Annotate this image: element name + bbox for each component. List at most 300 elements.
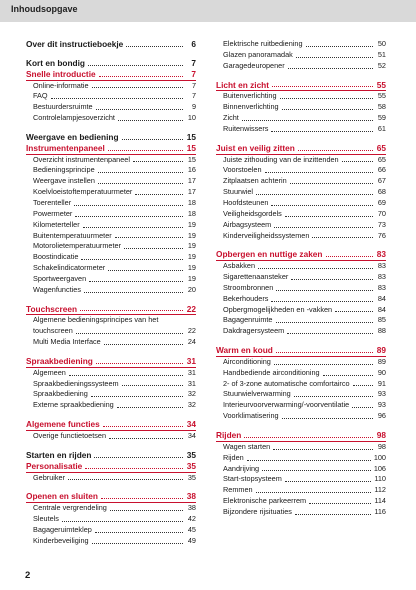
toc-entry-link[interactable] bbox=[216, 220, 386, 231]
dot-leader bbox=[88, 65, 183, 66]
toc-page-number: 19 bbox=[187, 241, 196, 251]
toc-page-number: 19 bbox=[187, 230, 196, 240]
toc-page-number: 7 bbox=[191, 91, 196, 101]
dot-leader bbox=[323, 375, 373, 376]
toc-entry-title: Airconditioning bbox=[223, 356, 271, 366]
toc-spacer bbox=[216, 422, 386, 430]
toc-entry-title: Interieurvoorverwarming/-voorventilatie bbox=[223, 400, 350, 410]
dot-leader bbox=[294, 396, 373, 397]
dot-leader bbox=[133, 161, 183, 162]
toc-spacer bbox=[216, 72, 386, 80]
dot-leader bbox=[92, 87, 183, 88]
toc-page-number: 31 bbox=[186, 355, 196, 366]
toc-page-number: 38 bbox=[187, 503, 196, 513]
toc-entry-title: 2- of 3-zone automatische comfortairco bbox=[223, 378, 350, 388]
toc-entry-title: FAQ bbox=[33, 91, 48, 101]
dot-leader bbox=[287, 333, 373, 334]
dot-leader bbox=[274, 364, 373, 365]
toc-entry-link[interactable] bbox=[216, 464, 386, 475]
dot-leader bbox=[291, 279, 373, 280]
dot-leader bbox=[122, 385, 183, 386]
toc-entry-link[interactable] bbox=[26, 252, 196, 263]
toc-entry-link[interactable] bbox=[26, 514, 196, 525]
toc-page-number: 17 bbox=[187, 176, 196, 186]
toc-page-number: 38 bbox=[186, 491, 196, 502]
dot-leader bbox=[271, 301, 373, 302]
dot-leader bbox=[75, 216, 183, 217]
toc-page-number: 55 bbox=[377, 91, 386, 101]
toc-entry-link[interactable] bbox=[216, 187, 386, 198]
dot-leader bbox=[83, 227, 183, 228]
toc-section-link[interactable] bbox=[216, 430, 386, 442]
toc-entry-link[interactable] bbox=[26, 81, 196, 92]
toc-entry-title: Gebruiker bbox=[33, 472, 66, 482]
toc-page-number: 35 bbox=[187, 472, 196, 482]
dot-leader bbox=[352, 407, 373, 408]
toc-page-number: 45 bbox=[187, 524, 196, 534]
toc-page-number: 68 bbox=[377, 187, 386, 197]
toc-entry-title: Bagagenruimte bbox=[223, 315, 273, 325]
toc-section-link[interactable] bbox=[26, 132, 196, 143]
toc-entry-link[interactable] bbox=[216, 231, 386, 242]
toc-page-number: 58 bbox=[377, 102, 386, 112]
toc-section-link[interactable] bbox=[216, 249, 386, 261]
toc-entry-link[interactable] bbox=[26, 165, 196, 176]
toc-page-number: 31 bbox=[187, 378, 196, 388]
toc-entry-link[interactable] bbox=[26, 176, 196, 187]
toc-page-number: 59 bbox=[377, 113, 386, 123]
dot-leader bbox=[117, 407, 183, 408]
toc-spacer bbox=[216, 241, 386, 249]
toc-page-number: 35 bbox=[186, 460, 196, 471]
dot-leader bbox=[273, 449, 373, 450]
toc-entry-title: Online-informatie bbox=[33, 80, 89, 90]
toc-page-number: 15 bbox=[186, 131, 196, 142]
toc-section-link[interactable] bbox=[216, 143, 386, 155]
toc-entry-link[interactable] bbox=[216, 102, 386, 113]
toc-page-number: 83 bbox=[377, 282, 386, 292]
dot-leader bbox=[108, 270, 183, 271]
toc-page-number: 93 bbox=[377, 389, 386, 399]
toc-page-number: 83 bbox=[377, 272, 386, 282]
toc-page-number: 16 bbox=[187, 165, 196, 175]
toc-left-column bbox=[26, 39, 196, 547]
toc-entry-link[interactable] bbox=[26, 400, 196, 411]
toc-page-number: 65 bbox=[376, 142, 386, 153]
toc-entry-link[interactable] bbox=[26, 473, 196, 484]
toc-entry-link[interactable] bbox=[216, 453, 386, 464]
toc-entry-link[interactable] bbox=[216, 357, 386, 368]
toc-entry-title: Starten en rijden bbox=[26, 449, 92, 460]
toc-entry-title: Koelvloeistoftemperatuurmeter bbox=[33, 187, 133, 197]
toc-page-number: 32 bbox=[187, 400, 196, 410]
dot-leader bbox=[306, 46, 374, 47]
toc-page-number: 70 bbox=[377, 208, 386, 218]
toc-entry-title: Bekerhouders bbox=[223, 293, 269, 303]
toc-section-link[interactable] bbox=[26, 143, 196, 155]
toc-entry-title: Glazen panoramadak bbox=[223, 49, 293, 59]
toc-entry-title: Kinderveiligheidssystemen bbox=[223, 230, 310, 240]
toc-section-link[interactable] bbox=[26, 356, 196, 368]
toc-entry-title: Powermeter bbox=[33, 208, 73, 218]
toc-entry-link[interactable] bbox=[26, 209, 196, 220]
dot-leader bbox=[108, 150, 183, 151]
dot-leader bbox=[92, 543, 183, 544]
toc-entry-title: Algemene functies bbox=[26, 419, 100, 430]
toc-page-number: 88 bbox=[377, 326, 386, 336]
toc-page-number: 65 bbox=[377, 154, 386, 164]
toc-entry-link[interactable] bbox=[26, 113, 196, 124]
toc-page-number: 18 bbox=[187, 208, 196, 218]
toc-entry-link[interactable] bbox=[216, 61, 386, 72]
dot-leader bbox=[342, 161, 373, 162]
dot-leader bbox=[290, 183, 373, 184]
toc-entry-link[interactable] bbox=[216, 272, 386, 283]
toc-page-number: 55 bbox=[376, 79, 386, 90]
toc-entry-link[interactable] bbox=[216, 379, 386, 390]
toc-entry-title: Instrumentenpaneel bbox=[26, 142, 105, 153]
toc-entry-title: Multi Media Interface bbox=[33, 337, 101, 347]
toc-page-number: 110 bbox=[374, 474, 386, 484]
toc-entry-title: Overzicht instrumentenpaneel bbox=[33, 154, 130, 164]
toc-entry-link[interactable] bbox=[26, 431, 196, 442]
toc-page-number: 24 bbox=[187, 337, 196, 347]
toc-entry-title: Start-stopsysteem bbox=[223, 474, 282, 484]
toc-section-link[interactable] bbox=[26, 69, 196, 81]
toc-entry-link[interactable] bbox=[26, 155, 196, 166]
toc-entry-link[interactable] bbox=[26, 368, 196, 379]
toc-entry-title: Stroombronnen bbox=[223, 282, 274, 292]
toc-section-link[interactable] bbox=[26, 304, 196, 316]
dot-leader bbox=[69, 375, 183, 376]
page-header bbox=[0, 0, 416, 22]
toc-entry-title: Ruitenwissers bbox=[223, 123, 269, 133]
toc-entry-title: Juist en veilig zitten bbox=[216, 142, 295, 153]
dot-leader bbox=[96, 109, 183, 110]
toc-entry-title: Remmen bbox=[223, 485, 253, 495]
toc-entry-title: Handbediende airconditioning bbox=[223, 367, 320, 377]
toc-page-number: 18 bbox=[187, 197, 196, 207]
toc-page-number: 19 bbox=[187, 263, 196, 273]
toc-entry-title: Spraakbedieningssysteem bbox=[33, 378, 119, 388]
dot-leader bbox=[85, 468, 183, 469]
toc-page-number: 49 bbox=[187, 535, 196, 545]
dot-leader bbox=[126, 46, 183, 47]
toc-entry-title: Asbakken bbox=[223, 261, 256, 271]
toc-entry-link[interactable] bbox=[26, 241, 196, 252]
toc-entry-link[interactable] bbox=[26, 525, 196, 536]
toc-entry-title: Centrale vergrendeling bbox=[33, 503, 107, 513]
toc-page-number: 34 bbox=[186, 419, 196, 430]
toc-entry-title: Stuurwiel bbox=[223, 187, 254, 197]
toc-entry-link[interactable] bbox=[216, 176, 386, 187]
dot-leader bbox=[271, 131, 373, 132]
toc-entry-title: Buitenverlichting bbox=[223, 91, 277, 101]
toc-entry-link[interactable] bbox=[216, 124, 386, 135]
toc-entry-link[interactable] bbox=[26, 379, 196, 390]
dot-leader bbox=[242, 120, 373, 121]
toc-entry-title: Over dit instructieboekje bbox=[26, 39, 124, 49]
toc-entry-title: Weergave instellen bbox=[33, 176, 95, 186]
toc-entry-link[interactable] bbox=[216, 113, 386, 124]
toc-entry-link[interactable] bbox=[216, 198, 386, 209]
toc-entry-link[interactable] bbox=[216, 91, 386, 102]
toc-entry-title: Buitentemperatuurmeter bbox=[33, 230, 112, 240]
toc-section-link[interactable] bbox=[216, 80, 386, 92]
toc-page-number: 22 bbox=[186, 303, 196, 314]
toc-page-number: 116 bbox=[374, 506, 386, 516]
toc-spacer bbox=[26, 411, 196, 419]
toc-entry-link[interactable] bbox=[26, 536, 196, 547]
toc-page-number: 89 bbox=[377, 356, 386, 366]
toc-entry-title: Rijden bbox=[216, 430, 242, 440]
toc-entry-title: Motorolietemperatuurmeter bbox=[33, 241, 122, 251]
dot-leader bbox=[95, 532, 183, 533]
toc-page-number: 106 bbox=[373, 463, 386, 473]
dot-leader bbox=[326, 256, 374, 257]
dot-leader bbox=[262, 470, 371, 471]
toc-entry-title: Zicht bbox=[223, 113, 239, 123]
toc-entry-link[interactable] bbox=[216, 294, 386, 305]
toc-entry-link[interactable] bbox=[216, 283, 386, 294]
toc-page-number: 32 bbox=[187, 389, 196, 399]
dot-leader bbox=[285, 481, 372, 482]
toc-page-number: 42 bbox=[187, 514, 196, 524]
toc-section-link[interactable] bbox=[26, 58, 196, 69]
toc-section-link[interactable] bbox=[26, 419, 196, 431]
toc-section-link[interactable] bbox=[26, 39, 196, 50]
dot-leader bbox=[96, 363, 183, 364]
toc-spacer bbox=[26, 483, 196, 491]
toc-entry-title: Openen en sluiten bbox=[26, 491, 98, 502]
toc-entry-title: Algemene bedieningsprincipes van het bbox=[33, 315, 159, 325]
toc-entry-link[interactable] bbox=[216, 442, 386, 453]
toc-entry-link[interactable] bbox=[216, 507, 386, 518]
toc-page-number: 9 bbox=[191, 102, 196, 112]
dot-leader bbox=[280, 98, 373, 99]
dot-leader bbox=[244, 437, 373, 438]
toc-page-number: 100 bbox=[373, 452, 386, 462]
toc-spacer bbox=[216, 135, 386, 143]
toc-page-number: 89 bbox=[376, 345, 386, 356]
dot-leader bbox=[103, 426, 183, 427]
toc-page-number: 90 bbox=[377, 367, 386, 377]
toc-entry-title: touchscreen bbox=[33, 326, 73, 336]
toc-entry-link[interactable] bbox=[26, 274, 196, 285]
toc-page-number: 73 bbox=[377, 219, 386, 229]
toc-entry-title: Elektronische parkeerrem bbox=[223, 496, 307, 506]
toc-entry-link[interactable] bbox=[26, 337, 196, 348]
toc-entry-title: Juiste zithouding van de inzittenden bbox=[223, 154, 339, 164]
dot-leader bbox=[81, 259, 183, 260]
toc-entry-link[interactable] bbox=[26, 91, 196, 102]
toc-entry-title: Sportweergaven bbox=[33, 273, 87, 283]
toc-entry-title: Sleutels bbox=[33, 514, 59, 524]
toc-spacer bbox=[26, 348, 196, 356]
toc-entry-link[interactable] bbox=[26, 503, 196, 514]
toc-entry-link[interactable] bbox=[26, 102, 196, 113]
toc-page-number: 84 bbox=[377, 304, 386, 314]
toc-entry-title: Hoofdsteunen bbox=[223, 197, 269, 207]
toc-entry-title: Externe spraakbediening bbox=[33, 400, 114, 410]
toc-entry-link[interactable] bbox=[216, 155, 386, 166]
page-number: 2 bbox=[25, 570, 31, 581]
toc-page-number: 61 bbox=[377, 123, 386, 133]
toc-page-number: 98 bbox=[376, 430, 386, 440]
toc-page-number: 17 bbox=[187, 187, 196, 197]
toc-entry-link[interactable] bbox=[216, 485, 386, 496]
toc-section-link[interactable] bbox=[26, 450, 196, 461]
toc-page-number: 15 bbox=[186, 142, 196, 153]
dot-leader bbox=[98, 183, 183, 184]
toc-page-number: 19 bbox=[187, 252, 196, 262]
dot-leader bbox=[80, 310, 183, 311]
toc-entry-link[interactable] bbox=[216, 209, 386, 220]
toc-page-number: 7 bbox=[191, 68, 196, 79]
toc-entry-link[interactable] bbox=[26, 285, 196, 296]
toc-page-number: 20 bbox=[187, 284, 196, 294]
toc-page-number: 6 bbox=[191, 39, 196, 49]
toc-entry-title: Controlelampjesoverzicht bbox=[33, 113, 115, 123]
toc-entry-title: Wagenfuncties bbox=[33, 284, 81, 294]
toc-entry-link[interactable] bbox=[26, 315, 196, 337]
dot-leader bbox=[309, 503, 371, 504]
toc-entry-link[interactable] bbox=[216, 315, 386, 326]
dot-leader bbox=[247, 460, 371, 461]
toc-page-number: 98 bbox=[377, 441, 386, 451]
toc-page-number: 31 bbox=[187, 367, 196, 377]
dot-leader bbox=[76, 333, 183, 334]
dot-leader bbox=[282, 418, 373, 419]
dot-leader bbox=[258, 268, 373, 269]
dot-leader bbox=[84, 292, 183, 293]
toc-entry-title: Aandrijving bbox=[223, 463, 260, 473]
toc-entry-title: Zitplaatsen achterin bbox=[223, 176, 287, 186]
toc-page-number: 52 bbox=[377, 60, 386, 70]
toc-page-number: 19 bbox=[187, 219, 196, 229]
toc-page-number: 84 bbox=[377, 293, 386, 303]
toc-entry-link[interactable] bbox=[216, 261, 386, 272]
dot-leader bbox=[276, 322, 374, 323]
toc-spacer bbox=[26, 296, 196, 304]
toc-entry-title: Stuurwielverwarming bbox=[223, 389, 291, 399]
toc-entry-link[interactable] bbox=[216, 39, 386, 50]
dot-leader bbox=[276, 290, 373, 291]
toc-entry-title: Algemeen bbox=[33, 367, 66, 377]
toc-page-number: 34 bbox=[187, 431, 196, 440]
dot-leader bbox=[285, 216, 373, 217]
toc-entry-title: Wagen starten bbox=[223, 441, 271, 451]
toc-page-number: 19 bbox=[187, 273, 196, 283]
toc-page-number: 67 bbox=[377, 176, 386, 186]
dot-leader bbox=[272, 86, 373, 87]
dot-leader bbox=[124, 248, 183, 249]
toc-entry-title: Kinderbeveiliging bbox=[33, 535, 89, 545]
toc-entry-link[interactable] bbox=[26, 198, 196, 209]
toc-entry-title: Licht en zicht bbox=[216, 79, 270, 90]
header-title: Inhoudsopgave bbox=[11, 4, 78, 14]
toc-entry-link[interactable] bbox=[26, 231, 196, 242]
toc-section-link[interactable] bbox=[26, 461, 196, 473]
toc-page-number: 83 bbox=[376, 249, 386, 260]
toc-entry-title: Rijden bbox=[223, 452, 244, 462]
toc-page-number: 10 bbox=[187, 113, 196, 123]
toc-entry-title: Touchscreen bbox=[26, 303, 78, 314]
toc-entry-link[interactable] bbox=[216, 326, 386, 337]
toc-entry-link[interactable] bbox=[216, 496, 386, 507]
toc-page-number: 66 bbox=[377, 165, 386, 175]
dot-leader bbox=[312, 237, 373, 238]
dot-leader bbox=[89, 281, 183, 282]
dot-leader bbox=[94, 457, 183, 458]
toc-entry-link[interactable] bbox=[26, 263, 196, 274]
toc-right-column bbox=[216, 39, 386, 518]
dot-leader bbox=[298, 150, 373, 151]
dot-leader bbox=[91, 396, 183, 397]
dot-leader bbox=[62, 521, 183, 522]
toc-entry-title: Garagedeuropener bbox=[223, 60, 285, 70]
toc-entry-title: Bagageruimteklep bbox=[33, 524, 92, 534]
toc-spacer bbox=[216, 337, 386, 345]
toc-entry-link[interactable] bbox=[26, 220, 196, 231]
toc-page-number: 7 bbox=[191, 80, 196, 90]
dot-leader bbox=[51, 98, 183, 99]
toc-section-link[interactable] bbox=[216, 345, 386, 357]
toc-entry-link[interactable] bbox=[216, 411, 386, 422]
dot-leader bbox=[104, 344, 183, 345]
toc-entry-link[interactable] bbox=[216, 474, 386, 485]
toc-entry-link[interactable] bbox=[216, 368, 386, 379]
toc-entry-title: Personalisatie bbox=[26, 460, 83, 471]
toc-page-number: 35 bbox=[186, 449, 196, 460]
toc-entry-link[interactable] bbox=[26, 187, 196, 198]
toc-page-number: 96 bbox=[377, 411, 386, 421]
dot-leader bbox=[256, 492, 372, 493]
toc-entry-title: Boostindicatie bbox=[33, 252, 79, 262]
dot-leader bbox=[68, 479, 183, 480]
toc-page-number: 69 bbox=[377, 197, 386, 207]
toc-entry-link[interactable] bbox=[216, 165, 386, 176]
toc-entry-link[interactable] bbox=[216, 305, 386, 316]
toc-page-number: 22 bbox=[187, 326, 196, 336]
toc-entry-link[interactable] bbox=[216, 50, 386, 61]
dot-leader bbox=[296, 57, 373, 58]
dot-leader bbox=[74, 205, 183, 206]
dot-leader bbox=[118, 120, 183, 121]
toc-entry-title: Opbergen en nuttige zaken bbox=[216, 249, 323, 260]
dot-leader bbox=[122, 139, 183, 140]
toc-entry-title: Bestuurdersruimte bbox=[33, 102, 93, 112]
toc-section-link[interactable] bbox=[26, 491, 196, 503]
toc-entry-title: Snelle introductie bbox=[26, 68, 96, 79]
dot-leader bbox=[109, 438, 183, 439]
toc-entry-title: Warm en koud bbox=[216, 345, 273, 356]
toc-page-number: 7 bbox=[191, 57, 196, 68]
toc-entry-link[interactable] bbox=[26, 389, 196, 400]
toc-entry-title: Overige functietoetsen bbox=[33, 431, 107, 440]
toc-entry-title: Weergave en bediening bbox=[26, 131, 119, 142]
dot-leader bbox=[99, 76, 183, 77]
dot-leader bbox=[276, 352, 373, 353]
dot-leader bbox=[101, 498, 183, 499]
dot-leader bbox=[353, 385, 373, 386]
toc-entry-title: Opbergmogelijkheden en -vakken bbox=[223, 304, 333, 314]
toc-entry-link[interactable] bbox=[216, 389, 386, 400]
toc-page-number: 83 bbox=[377, 261, 386, 271]
toc-entry-link[interactable] bbox=[216, 400, 386, 411]
dot-leader bbox=[271, 205, 373, 206]
toc-entry-title: Binnenverlichting bbox=[223, 102, 279, 112]
